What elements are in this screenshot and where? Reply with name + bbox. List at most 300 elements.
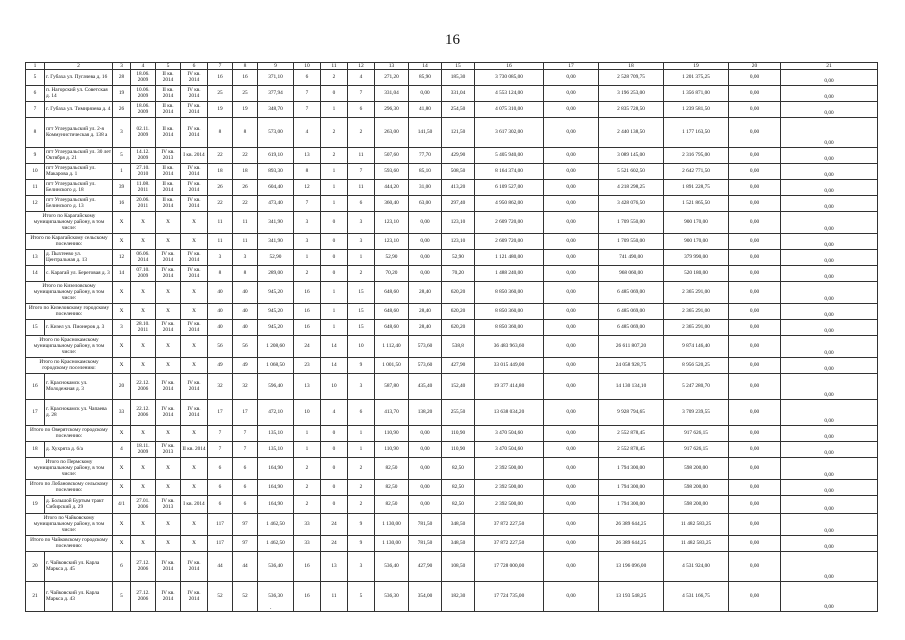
table-cell: 0,00 [544,86,599,102]
subtotal-label: Итого по Краснокамскому муниципальному району, в том числе: [26,336,113,358]
table-cell: 3 [294,212,321,234]
table-cell: 40 [233,282,258,304]
table-cell: 1 709 550,00 [599,234,664,250]
table-cell: 7 [208,442,233,458]
column-number: 5 [156,63,181,70]
table-cell: II кв. 2014 [156,86,181,102]
table-cell: X [113,304,131,320]
table-cell: 17 728 000,00 [475,552,544,582]
table-cell: 0,00 [409,212,442,234]
table-cell: 0,00 [729,320,781,336]
table-cell: 2 440 138,50 [599,118,664,148]
table-cell: 0 [321,266,348,282]
table-cell: X [181,514,208,536]
table-cell: 2 316 795,00 [664,148,729,164]
table-cell: 0 [321,250,348,266]
table-cell: 1 130,00 [375,536,409,552]
table-cell: 4 531 166,75 [664,582,729,612]
table-cell: 49 [233,358,258,374]
subtotal-label: Итого по Карагайскому муниципальному району, в том числе: [26,212,113,234]
table-cell: 1 794 300,00 [599,496,664,514]
table-cell: 1 462,50 [258,514,294,536]
table-cell: II кв. 2014 [181,442,208,458]
table-cell: 0,00 [781,374,878,400]
table-cell: 8 [233,266,258,282]
table-cell: X [181,426,208,442]
row-index: 17 [26,400,45,426]
table-cell: 44 [233,552,258,582]
table-cell: 8 [208,118,233,148]
table-cell: 648,60 [375,320,409,336]
table-cell: 2 365 291,00 [664,320,729,336]
table-cell: X [181,480,208,496]
table-cell: 11 [348,180,375,196]
table-cell: 8 [233,118,258,148]
table-cell: 2 [294,496,321,514]
table-cell: IV кв. 2014 [156,266,181,282]
table-cell: 19 [208,102,233,118]
table-cell: 2 [321,148,348,164]
table-cell: 18 [233,164,258,180]
row-index: 10 [26,164,45,180]
table-cell: 0,00 [544,374,599,400]
table-cell: 573,60 [409,358,442,374]
table-cell: IV кв. 2014 [156,250,181,266]
table-cell: X [131,336,156,358]
housing-program-table [25,62,878,612]
table-cell: 12 [294,180,321,196]
table-cell: 2 528 709,75 [599,70,664,86]
table-cell: 0,00 [781,164,878,180]
table-cell: 152,40 [442,374,475,400]
table-cell: X [181,536,208,552]
table-cell: 472,10 [258,400,294,426]
table-cell: 7 [233,426,258,442]
column-number: 3 [113,63,131,70]
table-cell: 507,60 [375,148,409,164]
table-cell: 3 089 145,00 [599,148,664,164]
subtotal-row [26,282,878,304]
table-cell: II кв. 2014 [156,70,181,86]
table-cell: 444,20 [375,180,409,196]
table-cell: X [131,536,156,552]
table-cell: IV кв. 2013 [156,442,181,458]
table-cell: 16 [233,70,258,86]
table-cell: 2 365 291,00 [664,304,729,320]
table-cell: 40 [208,320,233,336]
subtotal-label: Итого по Карагайскому сельскому поселению: [26,234,113,250]
table-cell: X [181,234,208,250]
table-cell: 0 [321,86,348,102]
table-cell: 3 617 302,00 [475,118,544,148]
table-cell: 18.11. 2009 [131,442,156,458]
table-cell: 7 [348,86,375,102]
table-cell: 3 470 504,60 [475,442,544,458]
table-cell: 4 075 310,00 [475,102,544,118]
table-cell: 97 [233,514,258,536]
table-cell: IV кв. 2014 [156,320,181,336]
table-cell: 0,00 [729,480,781,496]
table-cell: 508,50 [442,164,475,180]
table-cell: 0,00 [781,304,878,320]
table-cell: IV кв. 2014 [181,320,208,336]
table-cell: 4 [348,70,375,86]
address-cell: г. Чайковский ул. Карла Маркса д. 43 [45,582,113,612]
table-cell: I кв. 2014 [181,496,208,514]
table-cell: 6 [113,552,131,582]
column-number: 18 [599,63,664,70]
table-row [26,552,878,582]
address-cell: пгт Углеуральский ул. Макарова д. 1 [45,164,113,180]
table-cell: IV кв. 2014 [181,552,208,582]
table-cell: 297,40 [442,196,475,212]
table-cell: 110,90 [442,426,475,442]
table-cell: 968 060,00 [599,266,664,282]
table-cell: 587,80 [375,374,409,400]
table-cell: 56 [233,336,258,358]
table-cell: 13 [294,374,321,400]
table-cell: 0,00 [544,426,599,442]
table-cell: 37 872 227,50 [475,514,544,536]
table-cell: 33 [113,400,131,426]
table-cell: 0,00 [544,496,599,514]
table-cell: 348,50 [442,536,475,552]
table-cell: 123,10 [442,234,475,250]
table-cell: 3 [233,250,258,266]
table-cell: 6 [208,496,233,514]
table-cell: 27.10. 2010 [131,164,156,180]
table-cell: 13 638 034,20 [475,400,544,426]
table-cell: X [181,212,208,234]
table-cell: 0,00 [729,582,781,612]
table-cell: 2 [348,458,375,480]
address-cell: г. Чайковский ул. Карла Маркса д. 45 [45,552,113,582]
table-cell: 6 [208,480,233,496]
table-cell: 14.12. 2009 [131,148,156,164]
table-cell: II кв. 2014 [156,180,181,196]
table-cell: 33 [294,536,321,552]
table-row [26,86,878,102]
table-cell: IV кв. 2014 [156,400,181,426]
table-cell: 25 [208,86,233,102]
row-index: 20 [26,552,45,582]
table-cell: 0,00 [409,266,442,282]
table-cell: 620,20 [442,282,475,304]
table-cell: 331,04 [375,86,409,102]
table-cell: 1 [321,320,348,336]
table-cell: 1 [321,196,348,212]
table-cell: 0 [321,212,348,234]
table-cell: 22 [233,196,258,212]
table-cell: 16 [294,304,321,320]
column-number: 16 [475,63,544,70]
table-cell: X [156,536,181,552]
column-number: 20 [729,63,781,70]
column-number: 15 [442,63,475,70]
table-cell: 7 [208,426,233,442]
table-cell: 1 130,00 [375,514,409,536]
table-cell: 70,20 [375,266,409,282]
table-cell: IV кв. 2014 [181,86,208,102]
table-cell: 0,00 [781,536,878,552]
table-cell: 0,00 [409,442,442,458]
table-cell: 536,40 [375,552,409,582]
table-cell: 6 485 069,00 [599,282,664,304]
table-cell: 31,00 [409,180,442,196]
table-cell: 0 [321,496,348,514]
table-cell: 70,20 [442,266,475,282]
table-cell: 1 [348,250,375,266]
table-cell: 781,50 [409,536,442,552]
table-row [26,400,878,426]
table-cell: 2 392 500,00 [475,480,544,496]
table-cell: 27.12. 2006 [131,552,156,582]
subtotal-label: Итого по Чайковскому городскому поселению: [26,536,113,552]
table-cell: 6 109 527,00 [475,180,544,196]
table-cell: 32 [233,374,258,400]
address-cell: пгт Углеуральский ул. 30 лет Октября д. 21 [45,148,113,164]
table-cell: 0,00 [729,250,781,266]
table-cell: 3 [348,212,375,234]
table-cell: 893,30 [258,164,294,180]
table-cell: IV кв. 2014 [181,196,208,212]
table-cell: 6 485 069,00 [599,320,664,336]
table-cell: 1 208,60 [258,336,294,358]
table-cell: 56 [208,336,233,358]
table-cell: 598 200,00 [664,480,729,496]
table-cell: 110,90 [375,426,409,442]
address-cell: д. Пыхтеево ул. Центральная д. 13 [45,250,113,266]
table-cell: 0,00 [781,282,878,304]
table-cell: 4 218 298,25 [599,180,664,196]
table-cell: 2 552 878,45 [599,442,664,458]
address-cell: п. Нагорский ул. Советская д. 14 [45,86,113,102]
column-number: 12 [348,63,375,70]
table-cell: 0,00 [729,496,781,514]
address-cell: с. Карагай ул. Береговая д. 3 [45,266,113,282]
table-cell: 0,00 [781,552,878,582]
column-number: 8 [233,63,258,70]
table-cell: 0,00 [544,212,599,234]
table-cell: 0,00 [544,458,599,480]
table-cell: X [156,282,181,304]
table-cell: 7 [294,196,321,212]
table-cell: X [113,480,131,496]
table-cell: 27.01. 2006 [131,496,156,514]
table-cell: 4 [294,118,321,148]
table-cell: X [181,282,208,304]
subtotal-row [26,234,878,250]
table-cell: 36 483 963,60 [475,336,544,358]
table-cell: 33 015 449,00 [475,358,544,374]
table-cell: 596,40 [258,374,294,400]
table-cell: X [156,358,181,374]
table-cell: 0,00 [729,358,781,374]
table-cell: 1 001,50 [375,358,409,374]
table-cell: 0,00 [729,426,781,442]
table-cell: 63,00 [409,196,442,212]
column-number: 7 [208,63,233,70]
table-cell: 02.11. 2009 [131,118,156,148]
table-cell: X [113,282,131,304]
table-cell: X [131,358,156,374]
table-cell: 0,00 [544,250,599,266]
column-number: 2 [45,63,113,70]
subtotal-row [26,358,878,374]
table-cell: 9 [348,514,375,536]
table-cell: 3 [348,234,375,250]
table-cell: 2 [294,480,321,496]
table-cell: IV кв. 2014 [181,164,208,180]
subtotal-row [26,536,878,552]
table-cell: 1 [321,164,348,180]
table-row [26,164,878,180]
row-index: 15 [26,320,45,336]
table-cell: 13 193 548,25 [599,582,664,612]
table-row [26,374,878,400]
table-cell: 0,00 [409,250,442,266]
table-cell: 341,90 [258,212,294,234]
table-cell: 7 [348,164,375,180]
table-cell: 3 196 253,00 [599,86,664,102]
table-cell: 8 [294,164,321,180]
table-cell: 52 [233,582,258,612]
table-cell: 0,00 [729,196,781,212]
table-cell: 6 [348,196,375,212]
table-cell: 26 [208,180,233,196]
table-cell: X [113,336,131,358]
table-cell: 536,30 [375,582,409,612]
table-cell: 24 [321,514,348,536]
address-cell: г. Кизел ул. Пионеров д. 3 [45,320,113,336]
table-cell: 0,00 [544,234,599,250]
table-cell: 1 239 581,50 [664,102,729,118]
table-cell: 0,00 [729,442,781,458]
table-cell: IV кв. 2014 [181,102,208,118]
table-cell: 13 196 096,00 [599,552,664,582]
table-cell: 2 392 500,00 [475,496,544,514]
table-cell: 0,00 [409,426,442,442]
table-cell: 945,20 [258,304,294,320]
table-cell: 37 872 227,50 [475,536,544,552]
table-cell: IV кв. 2014 [181,250,208,266]
table-cell: 0,00 [729,102,781,118]
table-cell: X [131,304,156,320]
table-cell: 2 835 728,50 [599,102,664,118]
table-cell: 0,00 [781,358,878,374]
footer-mark: . [270,605,272,611]
address-cell: пгт Углеуральский ул. 2-я Коммунистическая д. 138 а [45,118,113,148]
table-cell: 16 [294,582,321,612]
table-cell: 0,00 [544,536,599,552]
table-cell: X [131,282,156,304]
table-cell: IV кв. 2013 [156,148,181,164]
table-cell: 15 [348,282,375,304]
table-cell: 26 [113,102,131,118]
table-cell: 16 [294,552,321,582]
address-cell: г. Краснокамск ул. Чапаева д. 28 [45,400,113,426]
table-cell: 22 [208,148,233,164]
subtotal-label: Итого по Пермскому муниципальному району, в том числе: [26,458,113,480]
table-cell: IV кв. 2014 [156,552,181,582]
address-cell: пгт Углеуральский ул. Белинского д. 13 [45,196,113,212]
table-cell: 781,50 [409,514,442,536]
table-cell: 2 [321,70,348,86]
subtotal-row [26,212,878,234]
table-cell: 1 121 480,00 [475,250,544,266]
table-cell: 917 626,15 [664,442,729,458]
table-cell: 348,50 [442,514,475,536]
table-cell: 360,40 [375,196,409,212]
table-cell: 110,90 [442,442,475,458]
table-cell: 28,40 [409,320,442,336]
table-cell: II кв. 2014 [156,164,181,180]
table-cell: 82,50 [375,480,409,496]
column-number: 21 [781,63,878,70]
table-cell: 5 521 602,50 [599,164,664,180]
row-index: 8 [26,118,45,148]
table-cell: 28,40 [409,304,442,320]
row-index: 9 [26,148,45,164]
table-cell: 25 [233,86,258,102]
table-cell: X [181,304,208,320]
table-cell: 15 [348,304,375,320]
column-number: 17 [544,63,599,70]
subtotal-label: Итого по Лобановскому сельскому поселению: [26,480,113,496]
table-cell: 0,00 [781,180,878,196]
table-cell: 0,00 [781,212,878,234]
table-cell: 8 956 520,25 [664,358,729,374]
table-cell: 15 [348,320,375,336]
table-cell: 0,00 [781,148,878,164]
table-cell: 2 [321,118,348,148]
table-cell: 0,00 [781,442,878,458]
table-cell: 2 [348,118,375,148]
table-cell: 14 [321,358,348,374]
table-cell: X [181,336,208,358]
subtotal-label: Итого по Кизеловскому муниципальному району, в том числе: [26,282,113,304]
table-cell: 17 724 735,00 [475,582,544,612]
row-index: 18 [26,442,45,458]
table-cell: 14 [113,266,131,282]
table-row [26,582,878,612]
table-cell: 16 [208,70,233,86]
table-cell: 0,00 [729,70,781,86]
table-cell: 10.06. 2009 [131,86,156,102]
table-cell: 0,00 [729,118,781,148]
table-cell: 263,00 [375,118,409,148]
table-cell: 52,90 [375,250,409,266]
table-cell: 4/1 [113,496,131,514]
table-cell: 2 609 720,00 [475,234,544,250]
table-cell: 26 [233,180,258,196]
table-cell: 0,00 [544,148,599,164]
table-cell: 85,10 [409,164,442,180]
table-cell: 20.06. 2011 [131,196,156,212]
table-cell: IV кв. 2014 [156,582,181,612]
table-cell: 1 521 865,50 [664,196,729,212]
table-cell: 26 389 644,25 [599,514,664,536]
table-cell: 0,00 [729,86,781,102]
table-cell: 185,30 [442,70,475,86]
table-cell: 23 [294,358,321,374]
table-cell: 4 531 924,00 [664,552,729,582]
table-cell: 4 [321,400,348,426]
table-cell: 3 [348,552,375,582]
table-cell: 41,80 [409,102,442,118]
table-cell: 19 [233,102,258,118]
table-cell: 619,10 [258,148,294,164]
